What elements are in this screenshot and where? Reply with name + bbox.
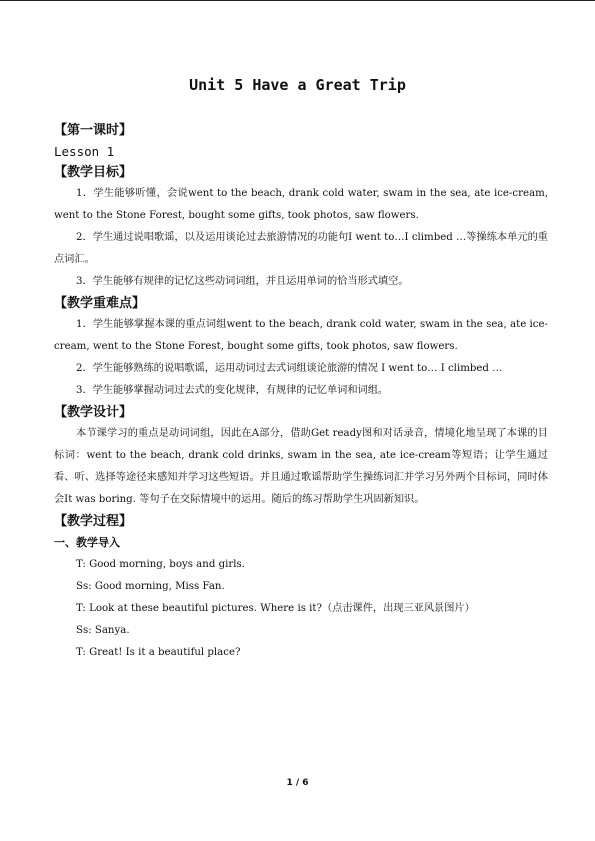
sub-heading: 一、教学导入	[54, 536, 120, 549]
top-border-line	[0, 0, 595, 1]
section-heading: 【教学设计】	[54, 405, 133, 420]
paragraph: 2．学生能够熟练的说唱歌谣，运用动词过去式词组谈论旅游的情况 I went to… I climbed …	[76, 363, 503, 374]
section-teaching-design	[54, 402, 548, 511]
dialogue-line: T: Great! Is it a beautiful place?	[76, 647, 241, 658]
section-teaching-process	[54, 511, 548, 664]
paragraph: 本节课学习的重点是动词词组，因此在A部分，借助Get ready图和对话录音，情境化地呈现了本课的目标词：went to the beach, drank cold drinks, swam in the sea, ate ice-cream等短语；让学生通过看、听、选择等途径来感知并学习这些短语。并且通过歌谣帮助学生操练词汇并学习另外两个目标词，同时体会It was boring. 等句子在交际情境中的运用。随后的练习帮助学生巩固新知识。	[54, 428, 548, 505]
period-heading: 【第一课时】	[54, 123, 133, 138]
section-teaching-goals	[54, 162, 548, 293]
paragraph: 1．学生能够听懂，会说went to the beach, drank cold water, swam in the sea, ate ice-cream, went to the Stone Forest, bought some gifts, took photos, saw flowers.	[54, 188, 548, 221]
dialogue-line: T: Look at these beautiful pictures. Where is it?（点击课件，出现三亚风景图片）	[76, 603, 475, 614]
document-body	[54, 120, 548, 664]
lesson-label: Lesson 1	[54, 144, 115, 159]
section-heading: 【教学目标】	[54, 165, 133, 180]
paragraph: 1．学生能够掌握本课的重点词组went to the beach, drank cold water, swam in the sea, ate ice-cream, went to the Stone Forest, bought some gifts, took photos, saw flowers.	[54, 319, 548, 352]
page-number: 1 / 6	[286, 778, 309, 788]
document-title: Unit 5 Have a Great Trip	[189, 76, 406, 94]
dialogue-line: T: Good morning, boys and girls.	[76, 559, 245, 570]
paragraph: 3．学生能够掌握动词过去式的变化规律，有规律的记忆单词和词组。	[76, 385, 389, 396]
dialogue-line: Ss: Sanya.	[76, 625, 130, 636]
paragraph: 3．学生能够有规律的记忆这些动词词组，并且运用单词的恰当形式填空。	[76, 276, 409, 287]
section-heading: 【教学过程】	[54, 514, 133, 529]
paragraph: 2．学生通过说唱歌谣，以及运用谈论过去旅游情况的功能句I went to…I climbed …等操练本单元的重点词汇。	[54, 232, 548, 265]
section-key-points	[54, 293, 548, 402]
dialogue-line: Ss: Good morning, Miss Fan.	[76, 581, 225, 592]
section-heading: 【教学重难点】	[54, 296, 146, 311]
